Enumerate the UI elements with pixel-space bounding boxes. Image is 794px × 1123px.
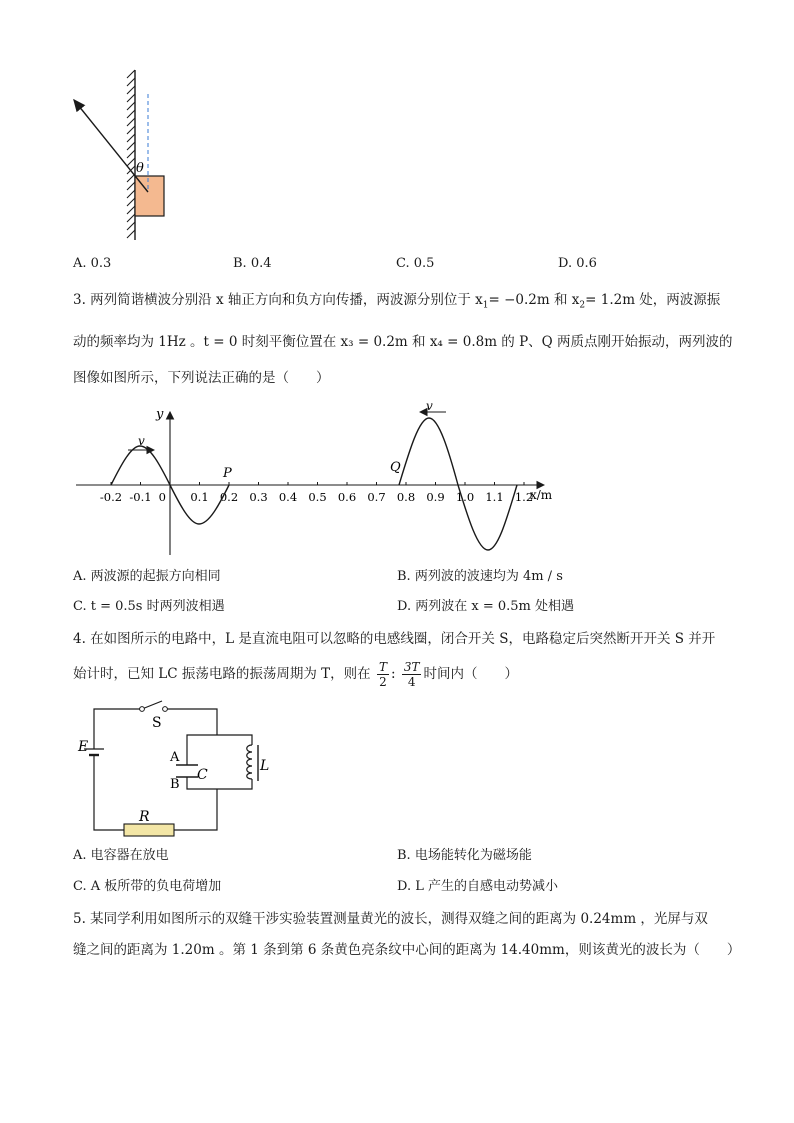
force-arrow [74,100,148,192]
y-axis-label: y [156,407,164,422]
x-tick-label: -0.2 [99,490,123,504]
inductor-label: L [260,758,270,774]
q2-option-d[interactable]: D. 0.6 [558,256,597,271]
x-tick-label: 0.2 [219,490,239,504]
battery-label: E [78,739,89,755]
x-tick-label: 0 [158,490,166,504]
switch-label: S [152,715,162,731]
q4-option-d[interactable]: D. L 产生的自感电动势减小 [397,879,558,894]
q3-option-c[interactable]: C. t = 0.5s 时两列波相遇 [73,599,225,614]
x-tick-label: 0.5 [308,490,327,504]
x-tick-label: 0.9 [426,490,445,504]
q2-figure [60,64,190,246]
q3-option-d[interactable]: D. 两列波在 x = 0.5m 处相遇 [397,599,574,614]
q4-option-a[interactable]: A. 电容器在放电 [73,848,169,863]
q3-option-a[interactable]: A. 两波源的起振方向相同 [73,569,221,584]
q3-line-1: 3. 两列简谐横波分别沿 x 轴正方向和负方向传播，两波源分别位于 $x_1= -0.2m$ 和 $x_2= 1.2m$ 处，两波源振 [73,292,721,311]
right-velocity-label: v [426,400,433,413]
q4-circuit [72,697,272,839]
x-tick-label: 0.6 [337,490,357,504]
q4-line-1: 4. 在如图所示的电路中，L 是直流电阻可以忽略的电感线圈，闭合开关 S，电路稳定后突然断开开关 S 并开 [73,631,716,647]
x-axis-label: x/m [530,488,553,502]
right-wave [396,418,517,550]
left-velocity-label: v [138,434,145,448]
capacitor-label: C [197,767,208,783]
x-tick-label: 0.7 [367,490,386,504]
q2-option-a[interactable]: A. 0.3 [73,256,112,271]
q4-line-2: 始计时，已知 LC 振荡电路的振荡周期为 T，则在 $\frac{T}{2}$ : $\frac{3T}{4}$ 时间内（ ） [73,660,518,689]
fraction-3t-over-4: $\frac{3T}{4}$ [403,660,420,689]
q2-option-b[interactable]: B. 0.4 [233,256,272,271]
q5-line-2: 缝之间的距离为 1.20m 。第 1 条到第 6 条黄色亮条纹中心间的距离为 14.40mm，则该黄光的波长为（ ） [73,942,741,958]
angle-label: θ [136,161,144,176]
plate-a-label: A [170,750,180,765]
q3-line-2: 动的频率均为 1Hz 。t = 0 时刻平衡位置在 x₃ = 0.2m 和 x₄ = 0.8m 的 P、Q 两质点刚开始振动，两列波的 [73,334,733,350]
x-tick-label: 0.3 [249,490,268,504]
wall-hatching [127,70,135,238]
plate-b-label: B [170,777,180,792]
x-tick-label: 1.0 [455,490,475,504]
point-p-label: P [223,466,232,481]
q2-option-c[interactable]: C. 0.5 [396,256,435,271]
x-tick-label: 0.1 [190,490,209,504]
fraction-t-over-2: $\frac{T}{2}$ [378,660,387,689]
q3-wave-chart [70,400,560,560]
q4-option-b[interactable]: B. 电场能转化为磁场能 [397,848,532,863]
point-q-label: Q [390,460,401,475]
x-tick-label: 1.2 [514,490,534,504]
x-tick-label: 1.1 [485,490,504,504]
x-tick-label: 0.8 [396,490,416,504]
q3-line-3: 图像如图所示，下列说法正确的是（ ） [73,370,330,386]
q3-option-b[interactable]: B. 两列波的波速均为 4m / s [397,569,563,584]
x-tick-label: -0.1 [129,490,152,504]
x-tick-label: 0.4 [278,490,298,504]
q4-option-c[interactable]: C. A 板所带的负电荷增加 [73,879,222,894]
resistor-label: R [139,809,150,825]
q5-line-1: 5. 某同学利用如图所示的双缝干涉实验装置测量黄光的波长，测得双缝之间的距离为 0.24mm ，光屏与双 [73,911,708,927]
